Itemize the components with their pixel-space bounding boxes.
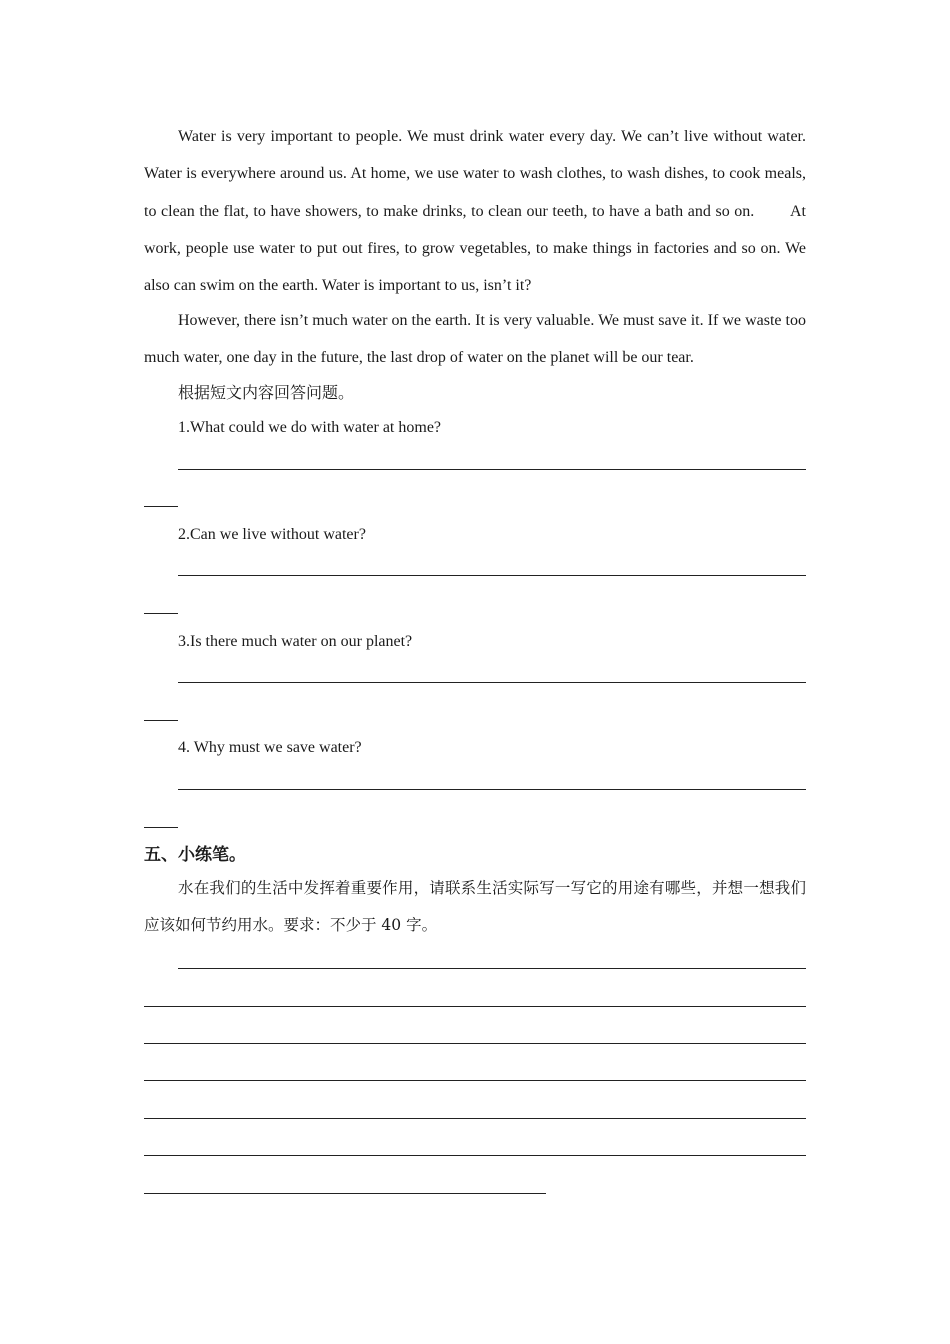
question-3: 3.Is there much water on our planet? [178, 633, 413, 650]
writing-line-1[interactable] [178, 968, 806, 969]
passage-paragraph-1: Water is very important to people. We must drink water every day. We can’t live without water. Water is everywhere around us. At home, we use water to wash clothes, to wash dishes, to cook meals, to clean the flat, to have showers, to make drinks, to clean our teeth, to have a bath and so on. At work, people use water to put out fires, to grow vegetables, to make things in factories and so on. We also can swim on the earth. Water is important to us, isn’t it? [144, 128, 806, 295]
instructions: 根据短文内容回答问题。 [178, 385, 355, 402]
writing-line-7[interactable] [144, 1193, 546, 1194]
writing-line-6[interactable] [144, 1155, 806, 1156]
question-4: 4. Why must we save water? [178, 739, 362, 756]
section-5-title: 五、小练笔。 [144, 845, 246, 865]
question-2: 2.Can we live without water? [178, 526, 366, 543]
passage-paragraph-2: However, there isn’t much water on the earth. It is very valuable. We must save it. If we waste too much water, one day in the future, the last drop of water on the planet will be our tear. [144, 312, 806, 367]
answer-line-3[interactable] [178, 682, 806, 683]
answer-line-4[interactable] [178, 789, 806, 790]
answer-line-1-continuation[interactable] [144, 506, 178, 507]
answer-line-1[interactable] [178, 469, 806, 470]
writing-line-4[interactable] [144, 1080, 806, 1081]
writing-task: 水在我们的生活中发挥着重要作用，请联系生活实际写一写它的用途有哪些，并想一想我们应该如何节约用水。要求：不少于 40 字。 [144, 879, 806, 935]
writing-line-3[interactable] [144, 1043, 806, 1044]
answer-line-4-continuation[interactable] [144, 827, 178, 828]
answer-line-2[interactable] [178, 575, 806, 576]
answer-line-2-continuation[interactable] [144, 613, 178, 614]
writing-line-2[interactable] [144, 1006, 806, 1007]
question-1: 1.What could we do with water at home? [178, 419, 442, 436]
answer-line-3-continuation[interactable] [144, 720, 178, 721]
writing-line-5[interactable] [144, 1118, 806, 1119]
